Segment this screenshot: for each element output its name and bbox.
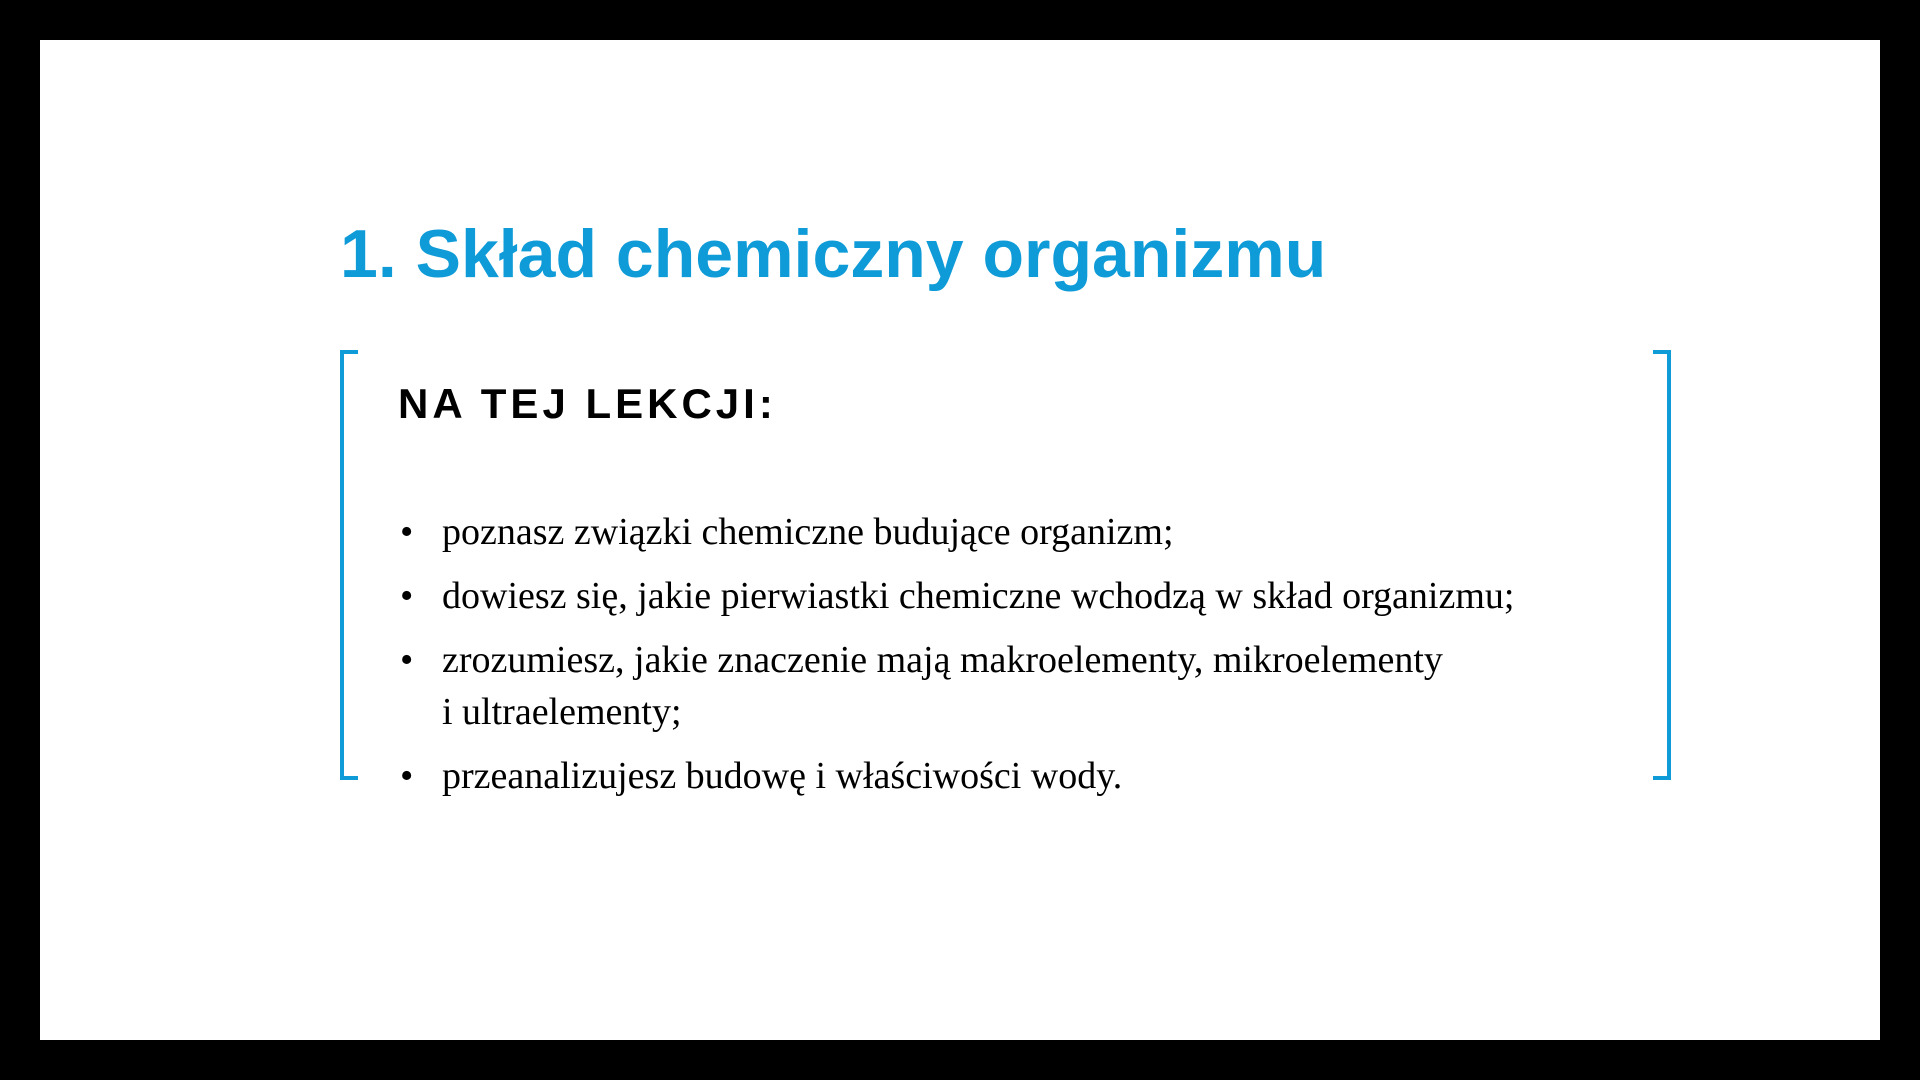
slide-title: 1. Skład chemiczny organizmu xyxy=(340,216,1327,292)
goal-item xyxy=(398,570,1658,622)
goal-item xyxy=(398,634,1658,738)
goal-item xyxy=(398,750,1658,802)
lesson-goals-heading: NA TEJ LEKCJI: xyxy=(398,380,777,427)
goal-text: przeanalizujesz budowę i właściwości wody. xyxy=(442,755,1123,797)
bullet-icon: • xyxy=(400,511,414,553)
goal-text: poznasz związki chemiczne budujące organizm; xyxy=(442,511,1174,553)
bullet-icon: • xyxy=(400,639,414,681)
left-bracket xyxy=(340,350,358,780)
lesson-goals-list xyxy=(398,506,1658,814)
goal-text-continuation: i ultraelementy; xyxy=(442,691,682,733)
goal-text: dowiesz się, jakie pierwiastki chemiczne wchodzą w skład organizmu; xyxy=(442,575,1515,617)
bullet-icon: • xyxy=(400,755,414,797)
bullet-icon: • xyxy=(400,575,414,617)
goal-item xyxy=(398,506,1658,558)
goal-text: zrozumiesz, jakie znaczenie mają makroelementy, mikroelementy xyxy=(442,639,1443,681)
slide xyxy=(40,40,1880,1040)
